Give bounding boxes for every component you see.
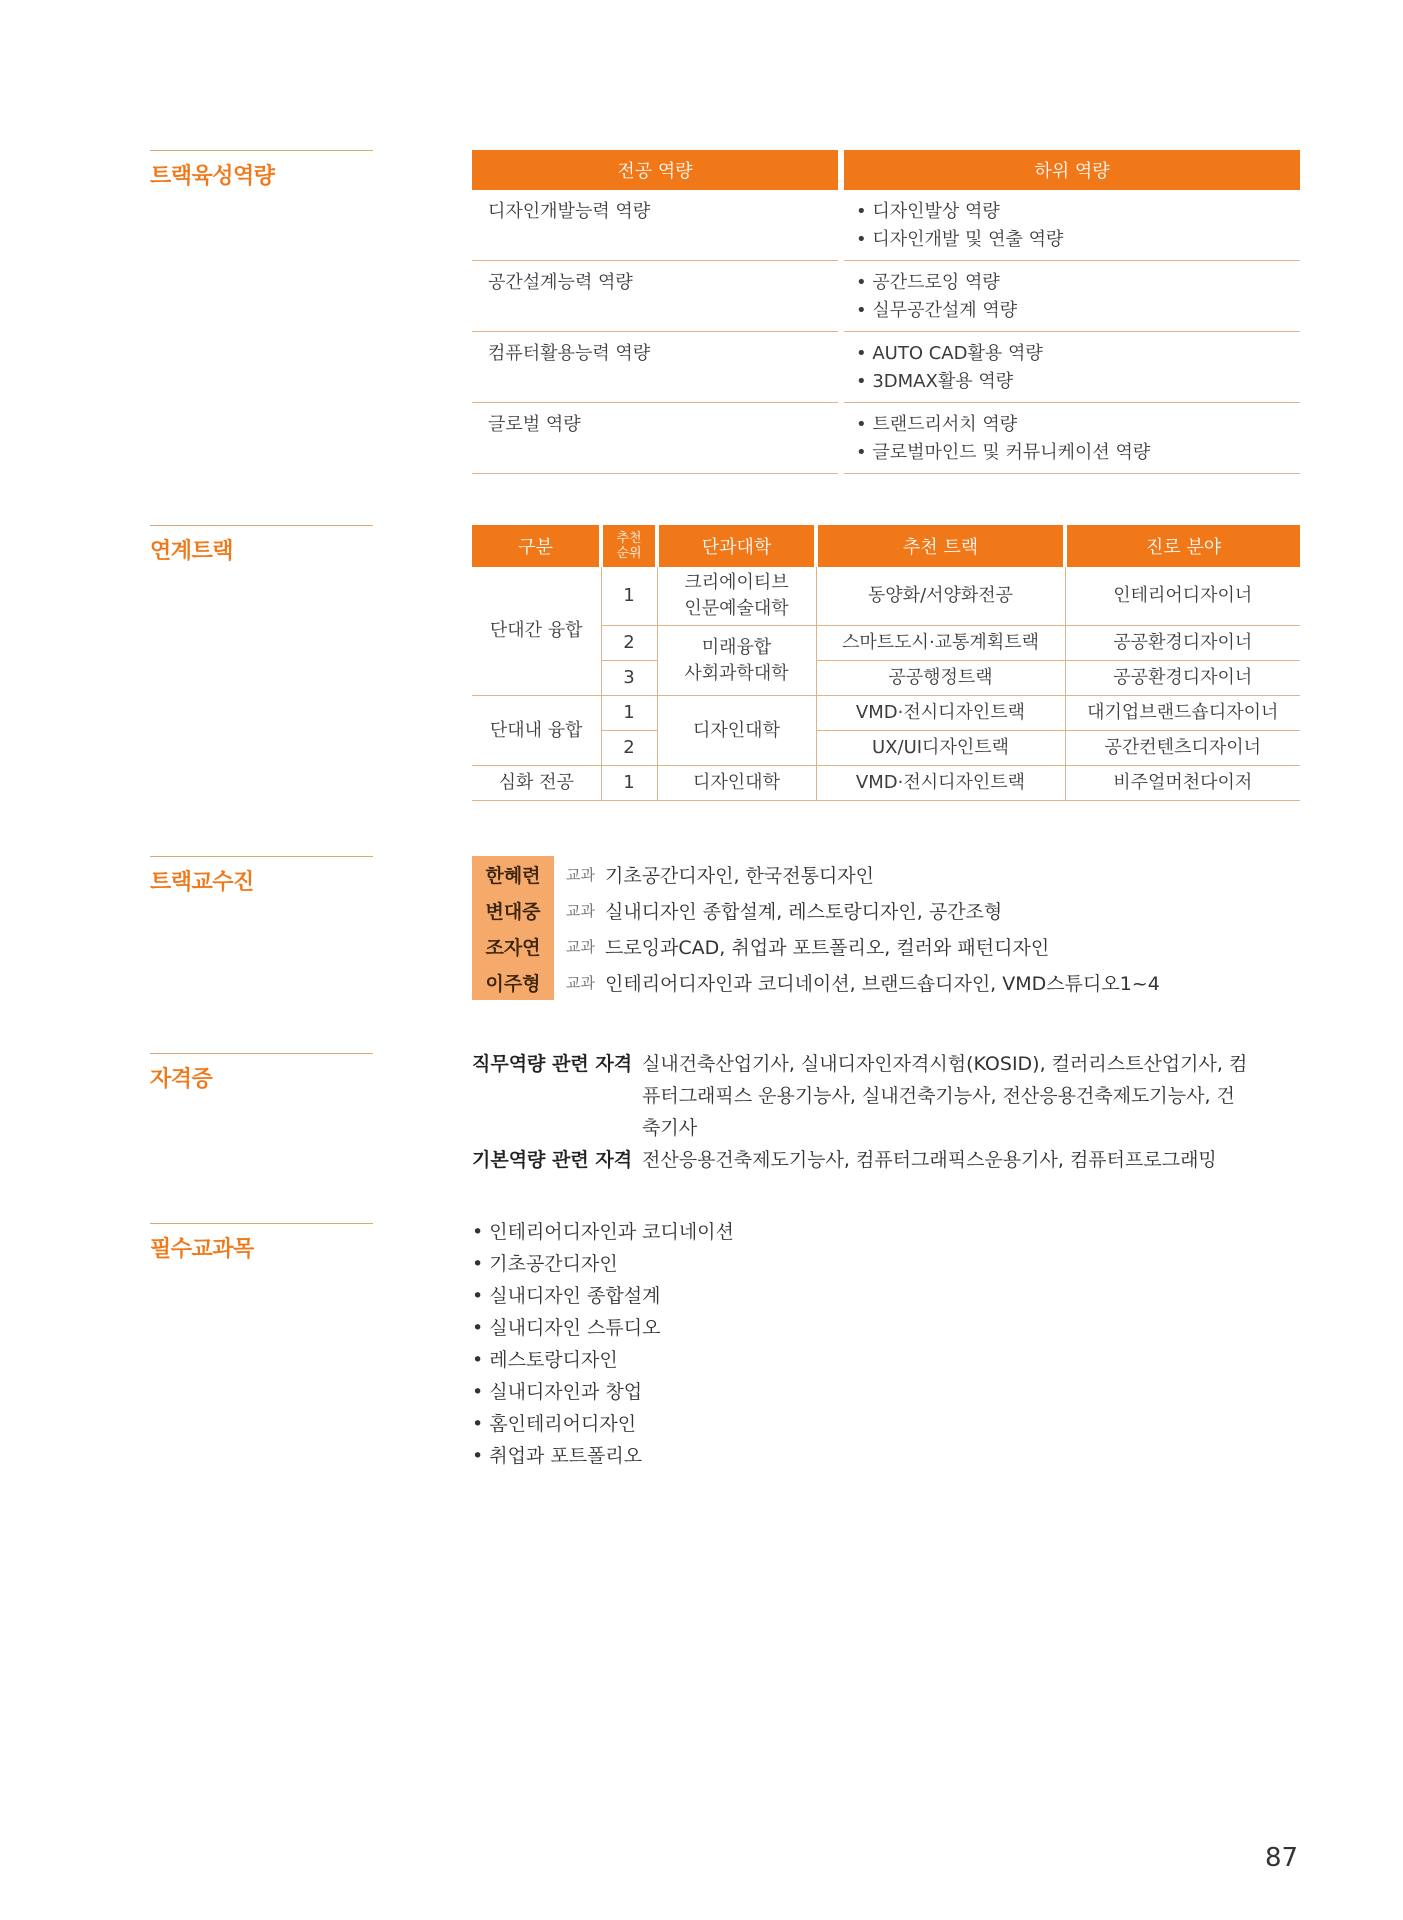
sub-competency: • 트랜드리서치 역량 • 글로벌마인드 및 커뮤니케이션 역량: [841, 403, 1300, 474]
career-cell: 공간컨텐츠디자이너: [1065, 731, 1300, 766]
header-college: 단과대학: [657, 525, 816, 567]
faculty-tag: 교과: [566, 973, 595, 992]
header-rank: 추천 순위: [601, 525, 657, 567]
certificate-value: 전산응용건축제도기능사, 컴퓨터그래픽스운용기사, 컴퓨터프로그래밍: [642, 1149, 1217, 1171]
college-cell: 미래융합 사회과학대학: [657, 626, 816, 696]
list-item: • 취업과 포트폴리오: [472, 1440, 734, 1472]
faculty-row: [472, 856, 1160, 892]
list-item: • 실내디자인과 창업: [472, 1376, 734, 1408]
table-row: [472, 766, 1300, 801]
faculty-list: [472, 856, 1160, 1000]
track-cell: UX/UI디자인트랙: [816, 731, 1065, 766]
major-competency: 글로벌 역량: [472, 403, 841, 474]
table-row: [472, 567, 1300, 626]
career-cell: 공공환경디자이너: [1065, 626, 1300, 661]
major-competency: 공간설계능력 역량: [472, 261, 841, 332]
list-item: • 실내디자인 스튜디오: [472, 1312, 734, 1344]
faculty-row: [472, 964, 1160, 1000]
table-row: [472, 190, 1300, 261]
career-cell: 공공환경디자이너: [1065, 661, 1300, 696]
competency-table: [472, 150, 1300, 474]
faculty-row: [472, 928, 1160, 964]
certificate-row: [472, 1048, 1252, 1144]
college-cell: 디자인대학: [657, 766, 816, 801]
track-cell: 스마트도시·교통계획트랙: [816, 626, 1065, 661]
faculty-tag: 교과: [566, 901, 595, 920]
career-cell: 대기업브랜드숍디자이너: [1065, 696, 1300, 731]
track-cell: VMD·전시디자인트랙: [816, 696, 1065, 731]
faculty-name: 이주형: [472, 964, 554, 1000]
rank-cell: 2: [601, 626, 657, 661]
section-label-track-competency: 트랙육성역량: [150, 150, 373, 190]
table-row: [472, 403, 1300, 474]
faculty-row: [472, 892, 1160, 928]
group-cell: 심화 전공: [472, 766, 601, 801]
certificate-label: 기본역량 관련 자격: [472, 1149, 633, 1171]
faculty-subjects: 실내디자인 종합설계, 레스토랑디자인, 공간조형: [604, 900, 1003, 923]
linked-track-table: [472, 525, 1300, 801]
faculty-subjects: 기초공간디자인, 한국전통디자인: [604, 864, 875, 887]
rank-cell: 1: [601, 696, 657, 731]
section-label-faculty: 트랙교수진: [150, 856, 373, 896]
section-label-linked-track: 연계트랙: [150, 525, 373, 565]
faculty-subjects: 드로잉과CAD, 취업과 포트폴리오, 컬러와 패턴디자인: [604, 936, 1050, 959]
track-cell: VMD·전시디자인트랙: [816, 766, 1065, 801]
list-item: • 레스토랑디자인: [472, 1344, 734, 1376]
major-competency: 컴퓨터활용능력 역량: [472, 332, 841, 403]
sub-competency: • 공간드로잉 역량 • 실무공간설계 역량: [841, 261, 1300, 332]
page-number: 87: [1265, 1843, 1299, 1873]
certificate-label: 직무역량 관련 자격: [472, 1053, 633, 1075]
list-item: • 홈인테리어디자인: [472, 1408, 734, 1440]
rank-cell: 1: [601, 567, 657, 626]
sub-competency: • 디자인발상 역량 • 디자인개발 및 연출 역량: [841, 190, 1300, 261]
career-cell: 비주얼머천다이저: [1065, 766, 1300, 801]
sub-competency: • AUTO CAD활용 역량 • 3DMAX활용 역량: [841, 332, 1300, 403]
rank-cell: 2: [601, 731, 657, 766]
career-cell: 인테리어디자이너: [1065, 567, 1300, 626]
track-cell: 동양화/서양화전공: [816, 567, 1065, 626]
certificate-value: 실내건축산업기사, 실내디자인자격시험(KOSID), 컬러리스트산업기사, 컴퓨터그래픽스 운용기능사, 실내건축기능사, 전산응용건축제도기능사, 건축기사: [642, 1053, 1248, 1139]
group-cell: 단대내 융합: [472, 696, 601, 766]
table-row: [472, 696, 1300, 731]
faculty-name: 조자연: [472, 928, 554, 964]
rank-cell: 1: [601, 766, 657, 801]
list-item: • 인테리어디자인과 코디네이션: [472, 1216, 734, 1248]
faculty-tag: 교과: [566, 937, 595, 956]
major-competency: 디자인개발능력 역량: [472, 190, 841, 261]
section-label-required-courses: 필수교과목: [150, 1223, 373, 1263]
faculty-subjects: 인테리어디자인과 코디네이션, 브랜드숍디자인, VMD스튜디오1~4: [604, 972, 1160, 995]
group-cell: 단대간 융합: [472, 567, 601, 696]
faculty-tag: 교과: [566, 865, 595, 884]
header-career: 진로 분야: [1065, 525, 1300, 567]
table-row: [472, 332, 1300, 403]
header-sub-competency: 하위 역량: [841, 150, 1300, 190]
list-item: • 실내디자인 종합설계: [472, 1280, 734, 1312]
faculty-name: 한혜련: [472, 856, 554, 892]
certificates-block: [472, 1048, 1252, 1176]
header-major-competency: 전공 역량: [472, 150, 841, 190]
section-label-certificates: 자격증: [150, 1053, 373, 1093]
required-course-list: [472, 1216, 734, 1472]
table-row: [472, 261, 1300, 332]
faculty-name: 변대중: [472, 892, 554, 928]
header-type: 구분: [472, 525, 601, 567]
list-item: • 기초공간디자인: [472, 1248, 734, 1280]
college-cell: 크리에이티브 인문예술대학: [657, 567, 816, 626]
certificate-row: [472, 1144, 1252, 1176]
rank-cell: 3: [601, 661, 657, 696]
college-cell: 디자인대학: [657, 696, 816, 766]
header-track: 추천 트랙: [816, 525, 1065, 567]
track-cell: 공공행정트랙: [816, 661, 1065, 696]
